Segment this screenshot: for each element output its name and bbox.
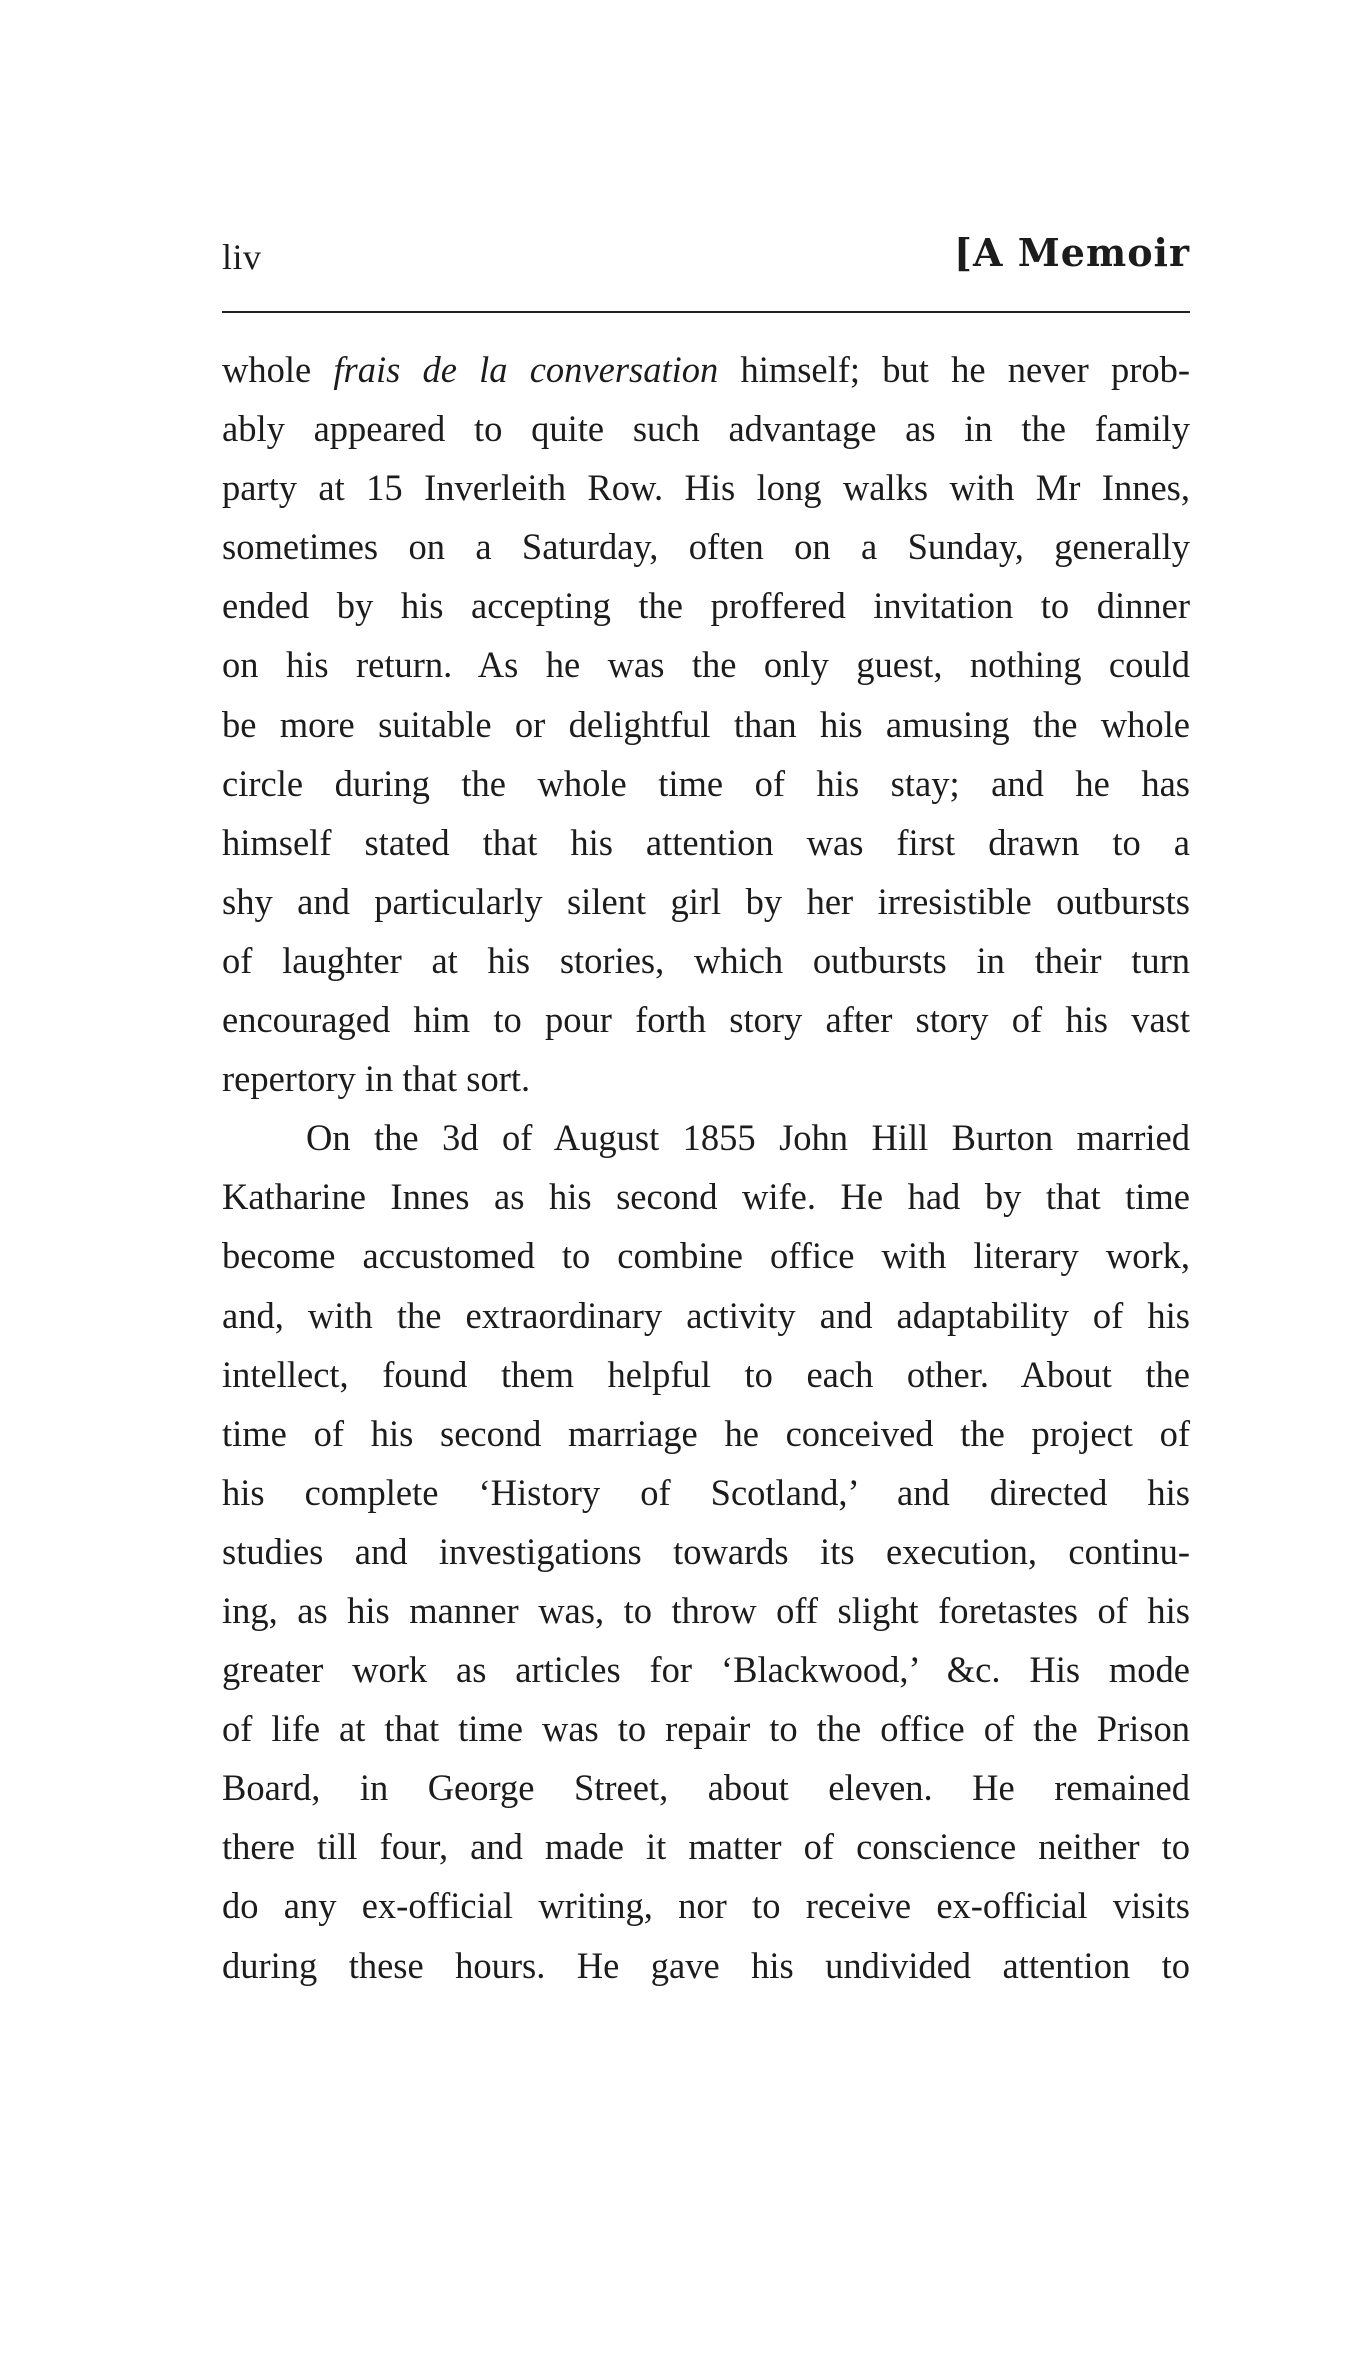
text-line: ably appeared to quite such advantage as in the family: [222, 408, 1190, 450]
text-line: himself stated that his attention was first drawn to a: [222, 821, 1190, 863]
page-header: [222, 230, 1190, 290]
text-line: on his return. As he was the only guest, nothing could: [222, 644, 1190, 686]
text-line: become accustomed to combine office with literary work,: [222, 1235, 1190, 1277]
text-line: whole frais de la conversation himself; but he never prob-: [222, 349, 1190, 390]
text-line: Katharine Innes as his second wife. He had by that time: [222, 1176, 1190, 1218]
page-number: liv: [222, 237, 262, 277]
text-line: there till four, and made it matter of conscience neither to: [222, 1826, 1190, 1868]
text-line: during these hours. He gave his undivided attention to: [222, 1944, 1190, 1986]
text-line: do any ex-official writing, nor to receive ex-official visits: [222, 1885, 1190, 1927]
paragraph-2: [222, 1108, 1190, 1994]
text-line: Board, in George Street, about eleven. He remained: [222, 1767, 1190, 1809]
text-line: ended by his accepting the proffered invitation to dinner: [222, 585, 1190, 627]
text-line: On the 3d of August 1855 John Hill Burton married: [306, 1117, 1190, 1159]
paragraph-1: [222, 340, 1190, 1108]
text-line: time of his second marriage he conceived the project of: [222, 1412, 1190, 1454]
body-text: [222, 340, 1190, 1995]
text-line: be more suitable or delightful than his amusing the whole: [222, 703, 1190, 745]
text-line: his complete ‘History of Scotland,’ and directed his: [222, 1471, 1190, 1513]
text-line: of life at that time was to repair to the office of the Prison: [222, 1708, 1190, 1750]
text-line: circle during the whole time of his stay; and he has: [222, 762, 1190, 804]
text-line: studies and investigations towards its execution, continu-: [222, 1530, 1190, 1572]
text-line: and, with the extraordinary activity and adaptability of his: [222, 1294, 1190, 1336]
text-line: repertory in that sort.: [222, 1058, 531, 1100]
text-line: party at 15 Inverleith Row. His long walks with Mr Innes,: [222, 467, 1190, 509]
text-line: encouraged him to pour forth story after story of his vast: [222, 999, 1190, 1041]
text-line: intellect, found them helpful to each other. About the: [222, 1353, 1190, 1395]
running-head: [A Memoir: [954, 230, 1190, 275]
header-rule: [222, 311, 1190, 313]
text-line: shy and particularly silent girl by her irresistible outbursts: [222, 880, 1190, 922]
text-line: sometimes on a Saturday, often on a Sunday, generally: [222, 526, 1190, 568]
text-line: ing, as his manner was, to throw off slight foretastes of his: [222, 1589, 1190, 1631]
text-line: of laughter at his stories, which outbursts in their turn: [222, 939, 1190, 981]
text-line: greater work as articles for ‘Blackwood,’ &c. His mode: [222, 1649, 1190, 1691]
italic-phrase: frais de la conversation: [333, 349, 719, 390]
